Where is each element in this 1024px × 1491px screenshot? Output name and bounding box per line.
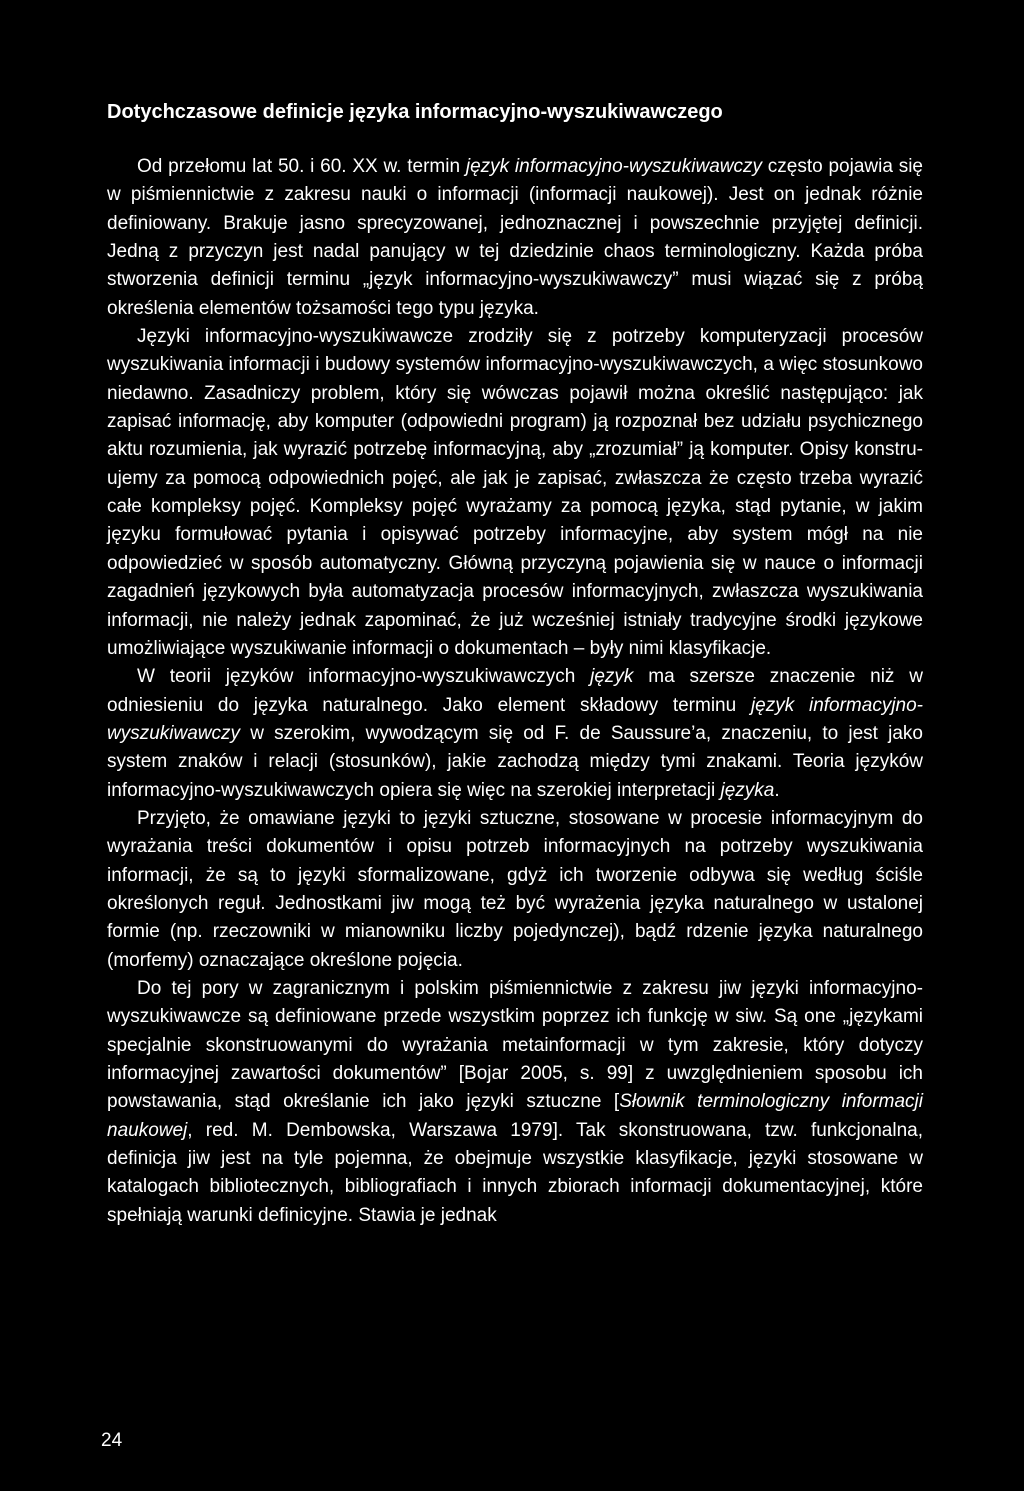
paragraph bbox=[107, 153, 923, 323]
italic-term: Słownik terminologiczny informacji naukowej bbox=[107, 1091, 923, 1141]
text-run: . bbox=[774, 779, 780, 801]
paragraph bbox=[107, 323, 923, 663]
italic-term: język informacyjno-wyszukiwawczy bbox=[107, 694, 924, 744]
paragraph bbox=[107, 975, 923, 1230]
italic-term: języka bbox=[720, 779, 775, 801]
italic-term: język informacyjno-wyszukiwawczy bbox=[465, 156, 762, 177]
text-run: ma szersze znaczenie niż w odniesieniu do języka naturalnego. Jako element składowy terminu bbox=[107, 666, 923, 716]
body-text bbox=[107, 153, 923, 1230]
text-run: często pojawia się w piśmiennictwie z zakresu nauki o informacji (informacji naukowej). Jest on jednak różnie definiowany. Brakuje jasno sprecyzowanej, jednoznacznej i powszechnie przyjętej definicji. Jedną z przyczyn jest nadal panujący w tej dziedzinie chaos terminologiczny. Każda próba stworzenia definicji terminu „język informacyjno-wyszukiwawczy” musi wiązać się z próbą określenia elementów tożsamości tego typu języka. bbox=[107, 156, 923, 319]
text-run: Od przełomu lat 50. i 60. XX w. termin bbox=[137, 156, 466, 177]
text-run: Przyjęto, że omawiane języki to języki sztuczne, stosowane w procesie informacyjnym do wyrażania treści dokumentów i opisu potrzeb informacyjnych na potrzeby wyszukiwania informacji, że są to języki sformalizowane, gdyż ich tworzenie odbywa się według ściśle określonych reguł. Jednostkami jiw mogą też być wyrażenia języka naturalnego w ustalonej formie (np. rzeczowniki w mianowniku liczby pojedynczej), bądź rdzenie języka naturalnego (morfemy) oznaczające określone pojęcia. bbox=[107, 807, 923, 971]
text-run: W teorii języków informacyjno-wyszukiwawczych bbox=[137, 666, 591, 688]
section-heading: Dotychczasowe definicje języka informacyjno-wyszukiwawczego bbox=[107, 101, 723, 123]
paragraph bbox=[107, 805, 923, 975]
text-run: w szerokim, wywodzącym się od F. de Saussure’a, znaczeniu, to jest jako system znaków i relacji (stosunków), jakie zachodzą między tymi znakami. Teoria języków informacyjno-wyszukiwawczych opiera się więc na szerokiej interpretacji bbox=[107, 722, 923, 801]
italic-term: język bbox=[590, 666, 634, 688]
text-run: , red. M. Dembowska, Warszawa 1979]. Tak skonstruowana, tzw. funkcjonalna, definicja jiw jest na tyle pojemna, że obejmuje wszystkie klasyfikacje, języki stosowane w katalogach bibliotecznych, bibliografiach i innych zbiorach informacji dokumentacyjnej, które spełniają warunki definicyjne. Stawia je jednak bbox=[107, 1119, 923, 1226]
text-run: Do tej pory w zagranicznym i polskim piśmiennictwie z zakresu jiw języki informacyjno-wyszukiwawcze są definiowane przede wszystkim poprzez ich funkcję w siw. Są one „językami specjalnie skonstruowanymi do wyrażania metainformacji w tym zakresie, który dotyczy informacyjnej zawartości dokumentów” [Bojar 2005, s. 99] z uwzględnieniem sposobu ich powstawania, stąd określanie ich jako języki sztuczne [ bbox=[107, 977, 923, 1113]
paragraph bbox=[107, 663, 923, 805]
text-run: Języki informacyjno-wyszukiwawcze zrodziły się z potrzeby komputeryzacji procesów wyszukiwania informacji i budowy systemów informacyjno-wyszukiwawczych, a więc stosunkowo niedawno. Zasadniczy problem, który się wówczas pojawił można określić następująco: jak zapisać informację, aby komputer (odpowiedni program) ją rozpoznał bez udziału psychicznego aktu rozumienia, jak wyrazić potrzebę informacyjną, aby „zrozumiał” ją komputer. Opisy konstruujemy za pomocą odpowiednich pojęć, ale jak je zapisać, zwłaszcza że często trzeba wyrazić całe kompleksy pojęć. Kompleksy pojęć wyrażamy za pomocą języka, stąd pytanie, w jakim języku formułować pytania i opisywać potrzeby informacyjne, aby system mógł na nie odpowiedzieć w sposób automatyczny. Główną przyczyną pojawienia się w nauce o informacji zagadnień językowych była automatyzacja procesów informacyjnych, zwłaszcza wyszukiwania informacji, nie należy jednak zapominać, że już wcześniej istniały tradycyjne środki językowe umożliwiające wyszukiwanie informacji o dokumentach – były nimi klasyfikacje. bbox=[107, 326, 923, 659]
page-number: 24 bbox=[101, 1430, 123, 1451]
